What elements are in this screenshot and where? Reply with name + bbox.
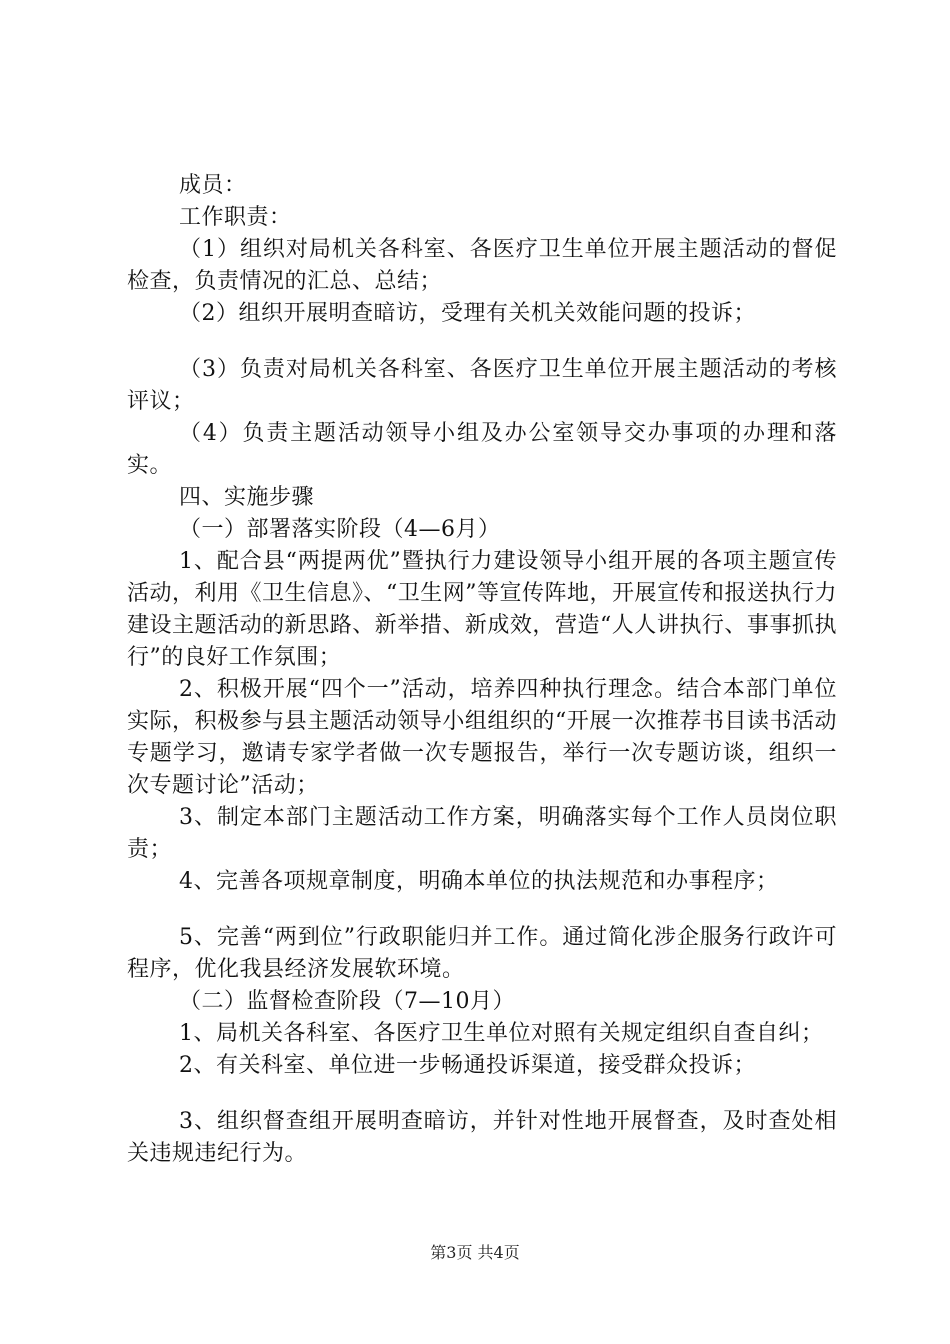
- paragraph-stage2-item-1: 1、局机关各科室、各医疗卫生单位对照有关规定组织自查自纠；: [179, 1021, 824, 1046]
- paragraph-stage1-item-5: 5、完善“两到位”行政职能归并工作。通过简化涉企服务行政许可程序，优化我县经济发展软环境。: [127, 925, 837, 982]
- paragraph-stage1-item-4: 4、完善各项规章制度，明确本单位的执法规范和办事程序；: [179, 869, 779, 894]
- paragraph-duty-1: （1）组织对局机关各科室、各医疗卫生单位开展主题活动的督促检查，负责情况的汇总、总结；: [127, 237, 837, 294]
- paragraph-members: 成员：: [179, 173, 247, 198]
- paragraph-duty-3: （3）负责对局机关各科室、各医疗卫生单位开展主题活动的考核评议；: [127, 357, 837, 414]
- paragraph-stage2-item-2: 2、有关科室、单位进一步畅通投诉渠道，接受群众投诉；: [179, 1053, 756, 1078]
- paragraph-stage1-item-3: 3、制定本部门主题活动工作方案，明确落实每个工作人员岗位职责；: [127, 805, 837, 862]
- paragraph-stage1-item-1: 1、配合县“两提两优”暨执行力建设领导小组开展的各项主题宣传活动，利用《卫生信息》、“卫生网”等宣传阵地，开展宣传和报送执行力建设主题活动的新思路、新举措、新成效，营造“人人讲执行、事事抓执行”的良好工作氛围；: [127, 549, 837, 670]
- blank-line: [127, 330, 837, 354]
- paragraph-stage2-item-3: 3、组织督查组开展明查暗访，并针对性地开展督查，及时查处相关违规违纪行为。: [127, 1109, 837, 1166]
- page-footer: 第3页 共4页: [430, 1243, 520, 1262]
- stage-heading-2: （二）监督检查阶段（7—10月）: [179, 989, 515, 1014]
- paragraph-duty-4: （4）负责主题活动领导小组及办公室领导交办事项的办理和落实。: [127, 421, 837, 478]
- stage-heading-1: （一）部署落实阶段（4—6月）: [179, 517, 501, 542]
- section-heading-steps: 四、实施步骤: [179, 485, 315, 510]
- document-body: [127, 170, 837, 1170]
- blank-line: [127, 898, 837, 922]
- paragraph-stage1-item-2: 2、积极开展“四个一”活动，培养四种执行理念。结合本部门单位实际，积极参与县主题活动领导小组组织的“开展一次推荐书目读书活动专题学习，邀请专家学者做一次专题报告，举行一次专题访谈，组织一次专题讨论”活动；: [127, 677, 837, 798]
- paragraph-duties-heading: 工作职责：: [179, 205, 292, 230]
- paragraph-duty-2: （2）组织开展明查暗访，受理有关机关效能问题的投诉；: [179, 301, 756, 326]
- blank-line: [127, 1082, 837, 1106]
